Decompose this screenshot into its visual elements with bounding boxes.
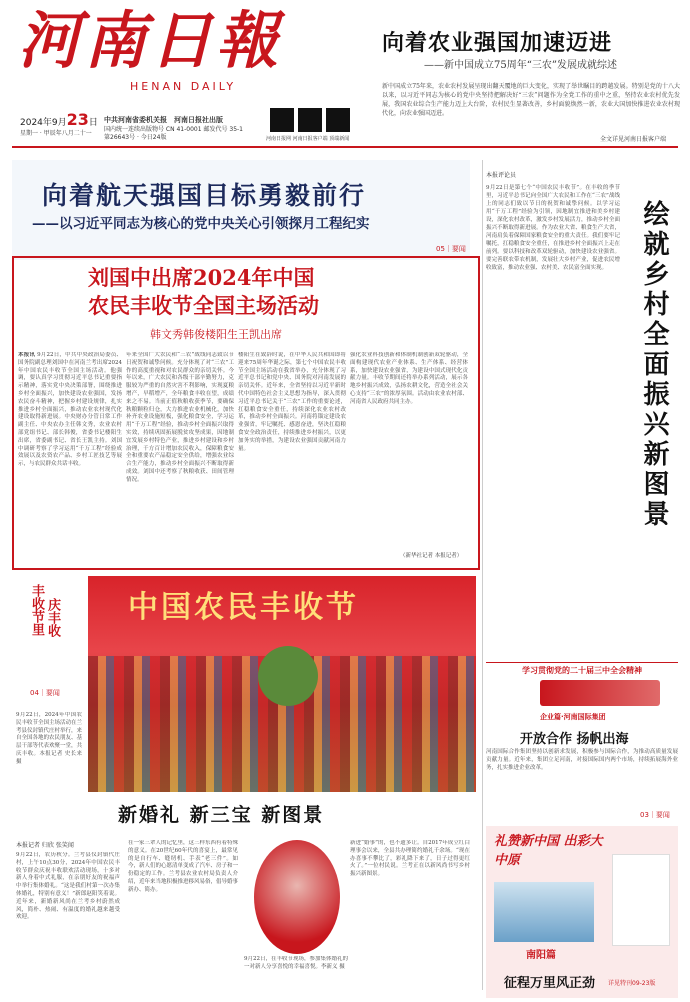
study-link[interactable]: 学习贯彻党的二十届三中全会精神 [486, 662, 678, 679]
feature-title[interactable]: 新婚礼 新三宝 新图景 [118, 804, 325, 826]
lead-story-sign: （新华社记者 本报记者） [400, 553, 463, 559]
lead-story-title-2: 农民丰收节全国主场活动 [88, 293, 319, 318]
enterprise-page-ref[interactable]: 03｜要闻 [640, 811, 670, 819]
weekday-lunar: 星期一 · 甲辰年八月二十一 [20, 130, 92, 137]
newspaper-english-name: HENAN DAILY [130, 80, 237, 93]
lead-story-attendees: 韩文秀韩俊楼阳生王凯出席 [150, 328, 282, 341]
study-logo [540, 680, 660, 706]
feature-col1: 9月22日，农历秋分。兰考县仪封镇代庄村，上午10点30分，2024年中国农民丰收节群众庆祝丰收联欢活动现场，十多对新人身着中式礼服，在亲朋好友的祝福声中举行集体婚礼。“这是我们村第一次办集体婚礼，特别有意义！”新郎赵阳笑着说。近年来，新婚新风尚在兰考乡村蔚然成风，简朴、热闹、有温度的婚礼越来越受欢迎。 [16, 852, 120, 921]
commentary-label: 本报评论员 [486, 172, 517, 179]
harvest-vertical-title-2: 庆丰收 [45, 598, 60, 637]
banner-title: 向着航天强国目标勇毅前行 [42, 181, 367, 210]
publisher-line: 中共河南省委机关报 河南日报社出版 [104, 116, 223, 124]
lead-story-title-1: 刘国中出席2024年中国 [88, 265, 315, 290]
newspaper-logo: 河南日報 [18, 4, 283, 77]
harvest-vertical-title-1: 丰收节里 [29, 584, 44, 636]
serial-line: 第26643号 · 今日24版 [104, 134, 167, 141]
top-story-title[interactable]: 向着农业强国加速迈进 [382, 30, 613, 56]
lead-story-col3: 楼阳生在致辞时说，在中华人民共和国即将迎来75周年华诞之际，第七个中国农民丰收节全国主场活动在我省举办，充分体现了习近平总书记和党中央、国务院对河南发展的亲切关怀。近年来，全省坚持以习近平新时代中国特色社会主义思想为指导，深入贯彻习近平总书记关于“三农”工作的重要论述，扛稳粮食安全重任，持续深化农业农村改革，推动乡村全面振兴。河南将锚定建设农业强省，牢记嘱托、感恩奋进，坚决扛稳粮食安全政治责任，持续推进乡村振兴，以更加务实的举措，为建设农业强国贡献河南力量。 [238, 352, 346, 452]
feature-byline: 本报记者 归欣 张笑闻 [16, 842, 74, 849]
enterprise-title[interactable]: 开放合作 扬帆出海 [520, 732, 629, 747]
commentary-body: 9月22日是第七个“中国农民丰收节”。在丰收的季节里，习近平总书记向全国广大农民和工作在“三农”战线上的同志们致以节日的祝贺和诚挚问候。以学习运用“千万工程”经验为引领，因地制宜推进和美乡村建设，深化农村改革，激发乡村发展活力，推动乡村全面振兴不断取得新进展。作为农业大省、粮食生产大省，河南肩负着保障国家粮食安全的重大责任。我们要牢记嘱托，扛稳粮食安全重任，在推进乡村全面振兴上走在前列。要以科技和改革双轮驱动，加快建设农业强省。要完善联农带农机制，发展壮大乡村产业，促进农民增收致富，推动农业强、农村美、农民富全面实现。 [486, 185, 620, 271]
issn-line: 国内统一连续出版物号 CN 41-0001 邮发代号 35-1 [104, 126, 243, 133]
lead-story-col1: 本报讯 9月22日，中共中央政治局委员、国务院副总理刘国中在河南兰考出席2024年中国农民丰收节全国主场活动。他强调，要认真学习贯彻习近平总书记重要指示精神，落实党中央决策部署，围绕推进乡村全面振兴，加快建设农业强国，发扬农民奋斗精神，把握乡村建设规律，扎实推进乡村全面振兴，推动农业农村现代化建设取得新进展。中央财办分管日常工作副主任、中央农办主任韩文秀，农业农村部党组书记、部长韩俊，省委书记楼阳生出席，省委副书记、省长王凯主持。刘国中调研考察了学习运用“千万工程”经验成效展以及农资农产品、乡村工匠技艺等展示，与农民群众共话丰收。 [18, 352, 122, 468]
masthead-divider [12, 146, 678, 148]
enterprise-label: 企业篇·河南国际集团 [540, 713, 606, 721]
enterprise-body: 河南国际合作集团坚持以创新求发展，积极参与国际合作，为推动高质量发展贡献力量。近年来，集团立足河南，对接国际国内两个市场，持续拓展海外业务，扎实推进企业改革。 [486, 749, 678, 771]
lead-story-col4: 强化农业科技创新和体制机制创新双轮驱动，全面构建现代农业产业体系、生产体系、经营体系，加快建设农业强省，为建设中国式现代化贡献力量。丰收节期间还将举办系列活动，展示各地乡村振兴成效，弘扬农耕文化，营造全社会关心支持“三农”的浓厚氛围。活动由农业农村部、河南省人民政府共同主办。 [350, 352, 468, 405]
promo-title: 征程万里风正劲 [504, 976, 596, 991]
qr-code-website[interactable] [270, 108, 294, 132]
harvest-page-ref[interactable]: 04｜要闻 [30, 689, 60, 697]
issue-date: 2024年9月23日 [20, 110, 98, 129]
grain-wreath-shape [258, 646, 318, 706]
photo-banner-text: 中国农民丰收节 [128, 590, 359, 625]
special-issue-promo[interactable] [486, 826, 678, 998]
wedding-photo-caption: 9月22日，在丰收节现场，参加集体婚礼的一对新人分享喜悦的幸福喜悦。李新义 摄 [244, 956, 348, 970]
sidebar-divider [482, 160, 483, 990]
feature-col2: 在一家三辈人的记忆里，这三样东西有着特殊的意义。在20世纪60年代的喜宴上，最常见的是自行车、缝纫机、手表“老三件”。如今，新人们的心愿清单变成了汽车、房子和一份稳定的工作。兰考县农业农村局负责人介绍，近年来当地积极推进移风易俗，倡导婚事新办、简办。 [128, 840, 238, 893]
qr-code-news[interactable] [326, 108, 350, 132]
banner-page-ref[interactable]: 05｜要闻 [436, 245, 466, 253]
top-story-body: 新中国成立75年来，农业农村发展呈现出翻天覆地的巨大变化，实现了举世瞩目的跨越发展。特别是党的十八大以来，以习近平同志为核心的党中央坚持把解决好“三农”问题作为全党工作的重中之重，坚持农业农村优先发展，我国农业综合生产能力迈上大台阶，农村民生显著改善，乡村面貌焕然一新，农业大国加快推进农业农村现代化，向农业强国迈进。 [382, 83, 680, 117]
promo-subtitle: 南阳篇 [526, 950, 556, 961]
qr-code-app[interactable] [298, 108, 322, 132]
top-story-subtitle: ——新中国成立75周年“三农”发展成就综述 [424, 60, 617, 71]
commentary-title[interactable]: 绘就乡村全面振兴新图景 [639, 200, 669, 530]
harvest-festival-photo[interactable] [88, 576, 476, 792]
feature-col3: 新进“婚事”的，也不遗多让。自2017年成立红白理事会以来，全县共办理简约婚礼千余场。“现在办喜事不攀比了，彩礼降下来了，日子过得更红火了。”一位村民说。兰考正在以新风尚书写乡村振兴新图景。 [350, 840, 470, 878]
harvest-side-caption: 9月22日，2024年中国农民丰收节全国主场活动在兰考县仪封镇代庄村举行，来自全国各地的农民朋友、基层干部等代表欢聚一堂，共庆丰收。本报记者 史长来 摄 [16, 712, 82, 765]
space-banner[interactable] [12, 160, 470, 260]
promo-page-ref[interactable]: 详见特刊09-23版 [608, 980, 656, 987]
banner-subtitle: ——以习近平同志为核心的党中央关心引领探月工程纪实 [32, 216, 370, 232]
top-story-link[interactable]: 全文详见河南日报客户端 [600, 136, 667, 143]
lead-story-col2: 年来全国广大农民和“三农”战线同志致以节日祝贺和诚挚问候。充分体现了对“三农”工作的高度重视和对农民群众的亲切关怀。今年以来，广大农民和各级干部辛勤努力，克服较为严重的自然灾害不利影响，实现夏粮增产，早稻增产，全年粮食丰收在望，成绩来之不易。当前正值秋粮收获季节，要确保秋粮颗粒归仓，大力推进农业机械化，加快补齐农业设施短板，强化粮食安全，学习运用“千万工程”经验，推动乡村全面振兴取得实效，持续巩固拓展脱贫攻坚成果，因地制宜发展乡村特色产业，推进乡村建设和乡村治理，千方百计增加农民收入，保障粮食安全和重要农产品稳定安全供给，增强农业综合生产能力，推动乡村全面振兴不断取得新成效。刘国中还考察了秋粮收获、田间管理情况。 [126, 352, 234, 483]
qr-captions: 河南日报网 河南日报客户端 顶端新闻 [266, 136, 350, 142]
promo-series-label: 礼赞新中国 出彩大中原 [494, 834, 603, 868]
promo-paper-stack [612, 854, 670, 946]
wedding-couple-photo[interactable] [254, 840, 340, 954]
promo-city-image [494, 882, 594, 942]
